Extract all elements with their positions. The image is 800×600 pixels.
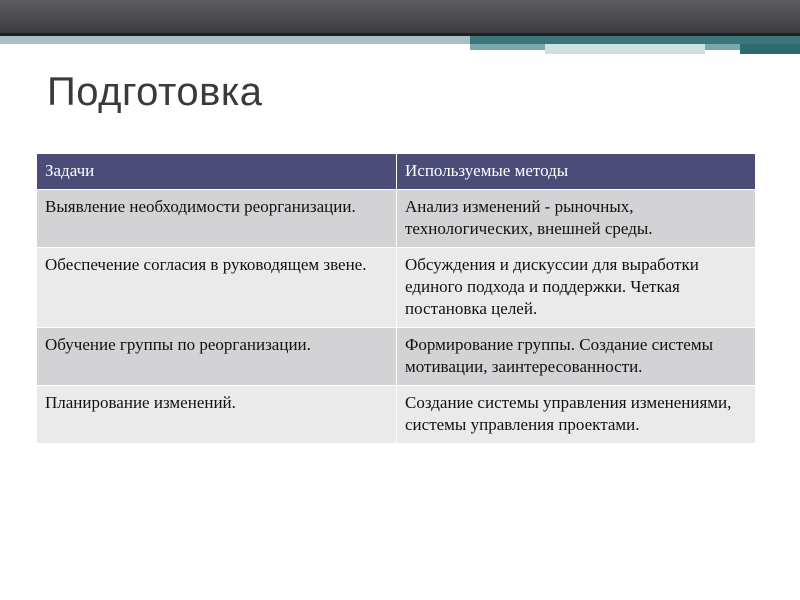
method-cell: Обсуждения и дискуссии для выработки единого подхода и поддержки. Четкая постановка целей. [397, 248, 756, 328]
table-row [37, 386, 756, 444]
decorative-strip [470, 36, 800, 44]
table-row [37, 328, 756, 386]
task-cell: Обеспечение согласия в руководящем звене. [37, 248, 397, 328]
method-cell: Анализ изменений - рыночных, технологических, внешней среды. [397, 190, 756, 248]
top-decorative-band [0, 0, 800, 36]
task-cell: Планирование изменений. [37, 386, 397, 444]
header-tasks: Задачи [37, 154, 397, 190]
decorative-strip [545, 44, 705, 54]
table-header-row [37, 154, 756, 190]
decorative-strip [740, 44, 800, 54]
task-cell: Обучение группы по реорганизации. [37, 328, 397, 386]
slide-title: Подготовка [47, 70, 263, 114]
header-methods: Используемые методы [397, 154, 756, 190]
method-cell: Формирование группы. Создание системы мотивации, заинтересованности. [397, 328, 756, 386]
tasks-methods-table [36, 153, 756, 444]
table-row [37, 248, 756, 328]
decorative-strip [0, 36, 470, 44]
table-row [37, 190, 756, 248]
method-cell: Создание системы управления изменениями, системы управления проектами. [397, 386, 756, 444]
task-cell: Выявление необходимости реорганизации. [37, 190, 397, 248]
